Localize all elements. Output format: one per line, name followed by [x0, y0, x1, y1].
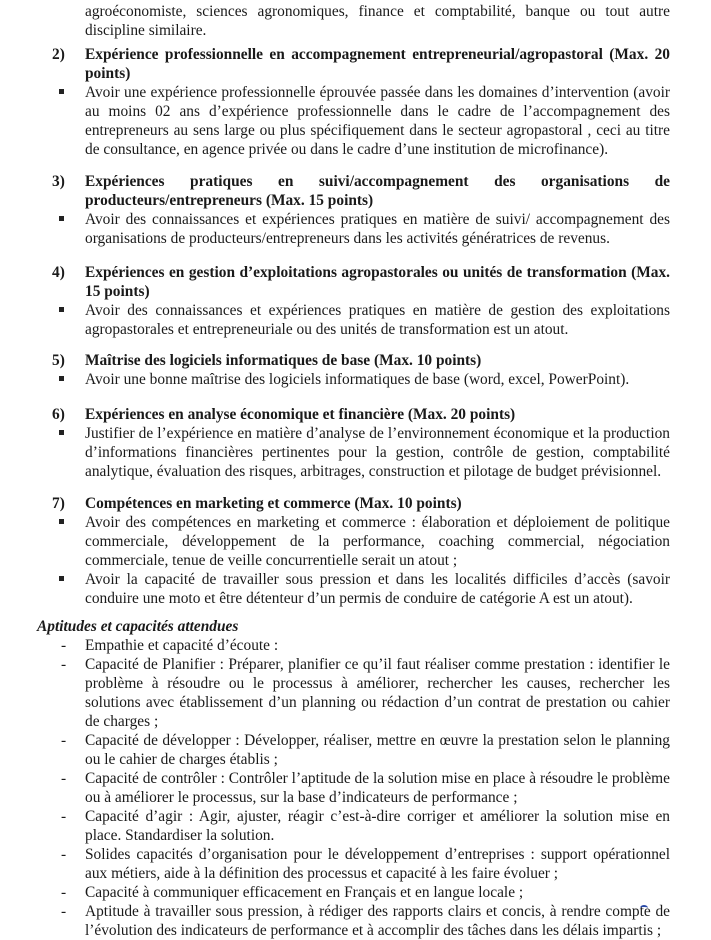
criterion-number: 7)	[52, 495, 65, 512]
criterion-title: Expérience professionnelle en accompagnement entrepreneurial/agropastoral (Max. 20 points)	[85, 46, 670, 82]
dash-bullet-icon: -	[61, 732, 67, 749]
dash-bullet-icon: -	[61, 656, 67, 673]
aptitude-text: Capacité de développer : Développer, réaliser, mettre en œuvre la prestation selon le planning ou le cahier de charges établis ;	[85, 732, 670, 768]
square-bullet-icon	[59, 376, 64, 381]
aptitudes-title: Aptitudes et capacités attendues	[37, 618, 239, 635]
dash-bullet-icon: -	[61, 808, 67, 825]
square-bullet-icon	[59, 89, 64, 94]
bullet-text: Avoir des compétences en marketing et commerce : élaboration et déploiement de politique commerciale, développement de la performance, coaching commercial, négociation commerciale, tenue de veille concurrentielle serait un atout ;	[85, 514, 670, 569]
aptitudes-list	[0, 636, 711, 940]
bullet-text: Avoir des connaissances et expériences pratiques en matière de suivi/ accompagnement des organisations de producteurs/entrepreneurs dans les activités génératrices de revenus.	[85, 211, 670, 247]
criterion-bullet	[0, 570, 670, 608]
criterion-heading	[0, 351, 670, 370]
aptitude-item	[0, 845, 670, 883]
aptitude-item	[0, 902, 670, 940]
bullet-text: Avoir des connaissances et expériences pratiques en matière de gestion des exploitations agropastorales et entrepreneuriale ou des unités de transformation est un atout.	[85, 302, 670, 338]
criterion-heading	[0, 45, 670, 83]
square-bullet-icon	[59, 430, 64, 435]
criterion-heading	[0, 263, 670, 301]
aptitude-item	[0, 655, 670, 731]
criterion-heading	[0, 172, 670, 210]
bullet-text: Avoir une expérience professionnelle éprouvée passée dans les domaines d’intervention (avoir au moins 02 ans d’expérience professionnelle dans le cadre de l’accompagnement des entrepreneurs au sens large ou plus spécifiquement dans le secteur agropastoral , ceci au titre de consultance, en agence privée ou dans le cadre d’une institution de microfinance).	[85, 84, 670, 158]
criterion-bullet	[0, 210, 670, 248]
criterion-title: Compétences en marketing et commerce (Max. 10 points)	[85, 495, 462, 512]
criterion-heading	[0, 494, 670, 513]
criterion-title: Expériences en analyse économique et financière (Max. 20 points)	[85, 406, 516, 423]
criterion-title: Expériences en gestion d’exploitations agropastorales ou unités de transformation (Max. 15 points)	[85, 264, 670, 300]
aptitude-text: Capacité de Planifier : Préparer, planifier ce qu’il faut réaliser comme prestation : identifier le problème à résoudre ou le processus à améliorer, rechercher les causes, rechercher les solutions avec établissement d’un planning ou rédaction d’un contrat de prestation ou cahier de charges ;	[85, 656, 670, 730]
criterion-bullet	[0, 370, 670, 389]
criterion-2	[0, 45, 711, 159]
criterion-6	[0, 405, 711, 481]
aptitude-item	[0, 636, 670, 655]
criterion-number: 6)	[52, 406, 65, 423]
aptitude-text: Capacité d’agir : Agir, ajuster, réagir c’est-à-dire corriger et améliorer la solution mise en place. Standardiser la solution.	[85, 808, 670, 844]
dash-bullet-icon: -	[61, 637, 67, 654]
aptitude-text: Capacité à communiquer efficacement en Français et en langue locale ;	[85, 884, 524, 901]
dash-bullet-icon: -	[61, 770, 67, 787]
criterion-bullet	[0, 424, 670, 481]
aptitude-text: Empathie et capacité d’écoute :	[85, 637, 279, 654]
square-bullet-icon	[59, 216, 64, 221]
aptitude-item	[0, 883, 670, 902]
criterion-4	[0, 263, 711, 339]
bullet-text: Avoir la capacité de travailler sous pression et dans les localités difficiles d’accès (savoir conduire une moto et être détenteur d’un permis de conduire de catégorie A est un atout).	[85, 571, 670, 607]
aptitude-text: Solides capacités d’organisation pour le développement d’entreprises : support opérationnel aux métiers, aide à la définition des processus et capacité à les faire évoluer ;	[85, 846, 670, 882]
aptitude-item	[0, 731, 670, 769]
criterion-number: 4)	[52, 264, 65, 281]
bullet-text: Avoir une bonne maîtrise des logiciels informatiques de base (word, excel, PowerPoint).	[85, 371, 630, 388]
criterion-number: 3)	[52, 173, 65, 190]
ink-mark-decoration	[640, 905, 648, 911]
criterion-bullet	[0, 513, 670, 570]
bullet-text: Justifier de l’expérience en matière d’analyse de l’environnement économique et la production d’informations financières pertinentes pour la gestion, contrôle de gestion, comptabilité analytique, évaluation des risques, arbitrages, construction et pilotage de budget prévisionnel.	[85, 425, 670, 480]
criterion-heading	[0, 405, 670, 424]
continuation-paragraph: agroéconomiste, sciences agronomiques, finance et comptabilité, banque ou tout autre discipline similaire.	[85, 3, 670, 39]
aptitude-item	[0, 769, 670, 807]
dash-bullet-icon: -	[61, 903, 67, 920]
dash-bullet-icon: -	[61, 846, 67, 863]
aptitude-text: Capacité de contrôler : Contrôler l’aptitude de la solution mise en place à résoudre le problème ou à améliorer le processus, sur la base d’indicateurs de performance ;	[85, 770, 670, 806]
criterion-bullet	[0, 301, 670, 339]
criterion-title: Expériences pratiques en suivi/accompagnement des organisations de producteurs/entrepreneurs (Max. 15 points)	[85, 173, 670, 209]
criterion-5	[0, 351, 711, 389]
criterion-bullet	[0, 83, 670, 159]
square-bullet-icon	[59, 307, 64, 312]
criterion-3	[0, 172, 711, 248]
criterion-7	[0, 494, 711, 608]
criterion-number: 5)	[52, 352, 65, 369]
square-bullet-icon	[59, 519, 64, 524]
aptitude-item	[0, 807, 670, 845]
criterion-number: 2)	[52, 46, 65, 63]
dash-bullet-icon: -	[61, 884, 67, 901]
square-bullet-icon	[59, 576, 64, 581]
aptitude-text: Aptitude à travailler sous pression, à rédiger des rapports clairs et concis, à rendre compte de l’évolution des indicateurs de performance et à accomplir des tâches dans les délais impartis ;	[85, 903, 670, 939]
criterion-title: Maîtrise des logiciels informatiques de base (Max. 10 points)	[85, 352, 482, 369]
